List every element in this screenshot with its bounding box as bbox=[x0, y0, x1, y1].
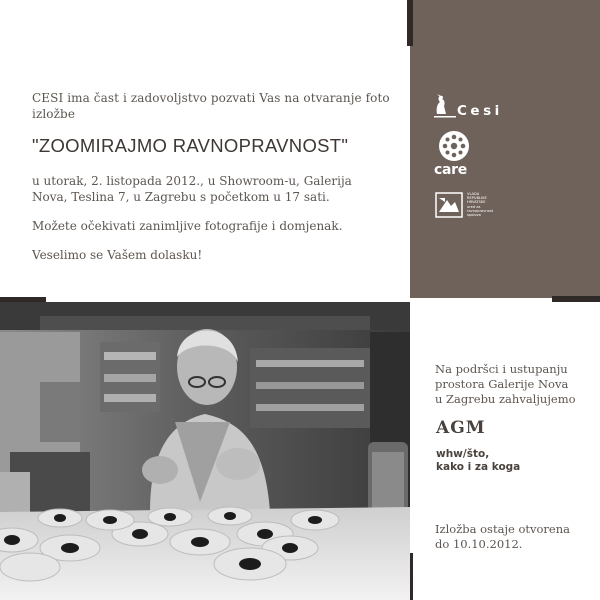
divider-bar-top bbox=[407, 0, 413, 46]
exhibition-title: "ZOOMIRAJMO RAVNOPRAVNOST" bbox=[32, 135, 349, 156]
whw-logo: whw/što, kako i za koga bbox=[436, 448, 521, 473]
care-logo-text: care bbox=[434, 162, 467, 178]
welcome-line: Veselimo se Vašem dolasku! bbox=[32, 248, 203, 262]
event-expectations: Možete očekivati zanimljive fotografije i domjenak. bbox=[32, 219, 343, 233]
event-details: u utorak, 2. listopada 2012., u Showroom-u, Galerija Nova, Teslina 7, u Zagrebu s početkom u 17 sati. bbox=[32, 174, 352, 204]
invitation-text-block bbox=[32, 90, 402, 276]
cesi-logo-text: Cesi bbox=[457, 103, 503, 119]
exhibition-photo bbox=[0, 302, 410, 600]
agm-logo: AGM bbox=[436, 418, 486, 438]
thanks-text: Na podršci i ustupanju prostora Galerije Nova u Zagrebu zahvaljujemo bbox=[435, 362, 576, 406]
government-office-text: VLADA REPUBLIKE HRVATSKE ured za ravnopravnost spolova bbox=[467, 192, 494, 218]
government-office-logo-icon bbox=[435, 192, 463, 218]
invitation-intro: CESI ima čast i zadovoljstvo pozvati Vas na otvaranje foto izložbe bbox=[32, 91, 390, 121]
divider-bar-right bbox=[552, 296, 600, 302]
closing-date-text: Izložba ostaje otvorena do 10.10.2012. bbox=[435, 522, 570, 551]
